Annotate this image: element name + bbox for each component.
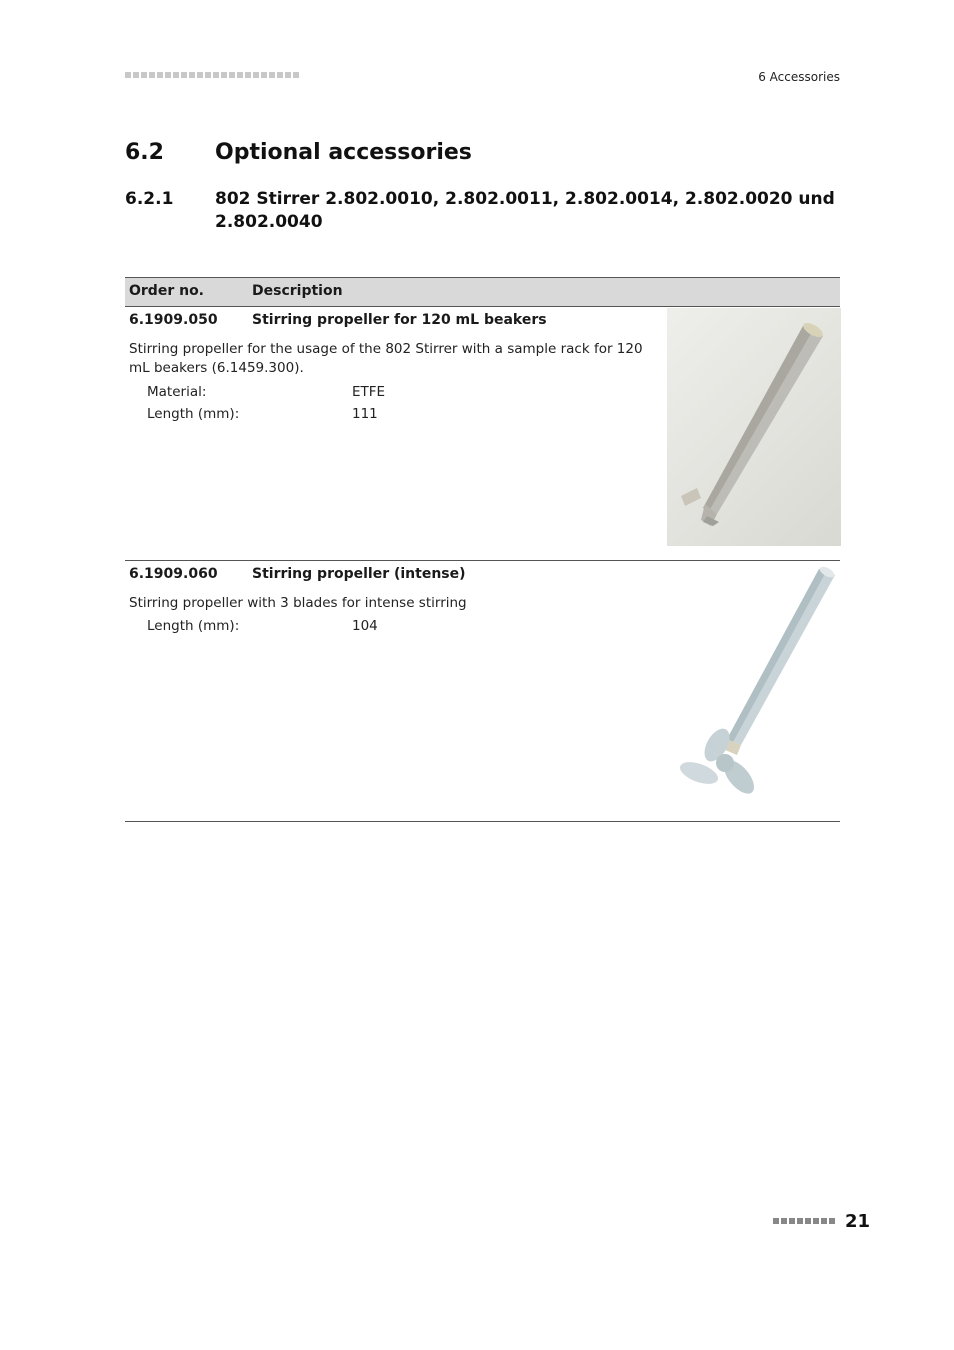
property-label: Length (mm): (147, 618, 240, 634)
property-value: 111 (352, 406, 378, 422)
section-title: Optional accessories (215, 140, 472, 165)
column-header-order: Order no. (129, 283, 205, 299)
footer-decoration (773, 1218, 835, 1224)
running-header: 6 Accessories (758, 70, 840, 84)
subsection-heading (125, 188, 840, 234)
subsection-title: 802 Stirrer 2.802.0010, 2.802.0011, 2.802.0014, 2.802.0020 und 2.802.0040 (215, 189, 835, 232)
table-header (125, 277, 840, 307)
subsection-number: 6.2.1 (125, 189, 174, 209)
table-row (125, 561, 840, 822)
propeller-image (667, 308, 841, 546)
propeller-image (667, 563, 841, 803)
accessories-table (125, 277, 840, 822)
page-number: 21 (845, 1211, 871, 1232)
section-number: 6.2 (125, 140, 164, 165)
section-heading (125, 140, 472, 165)
property-label: Length (mm): (147, 406, 240, 422)
property-value: 104 (352, 618, 378, 634)
item-description: Stirring propeller with 3 blades for intense stirring (129, 595, 467, 611)
order-number: 6.1909.050 (129, 312, 218, 328)
item-title: Stirring propeller for 120 mL beakers (252, 312, 547, 328)
item-description: Stirring propeller for the usage of the 802 Stirrer with a sample rack for 120 mL beakers (6.1459.300). (129, 341, 643, 376)
order-number: 6.1909.060 (129, 566, 218, 582)
property-value: ETFE (352, 384, 386, 400)
item-title: Stirring propeller (intense) (252, 566, 466, 582)
column-header-description: Description (252, 283, 343, 299)
table-row (125, 307, 840, 561)
header-decoration (125, 72, 299, 78)
property-label: Material: (147, 384, 207, 400)
